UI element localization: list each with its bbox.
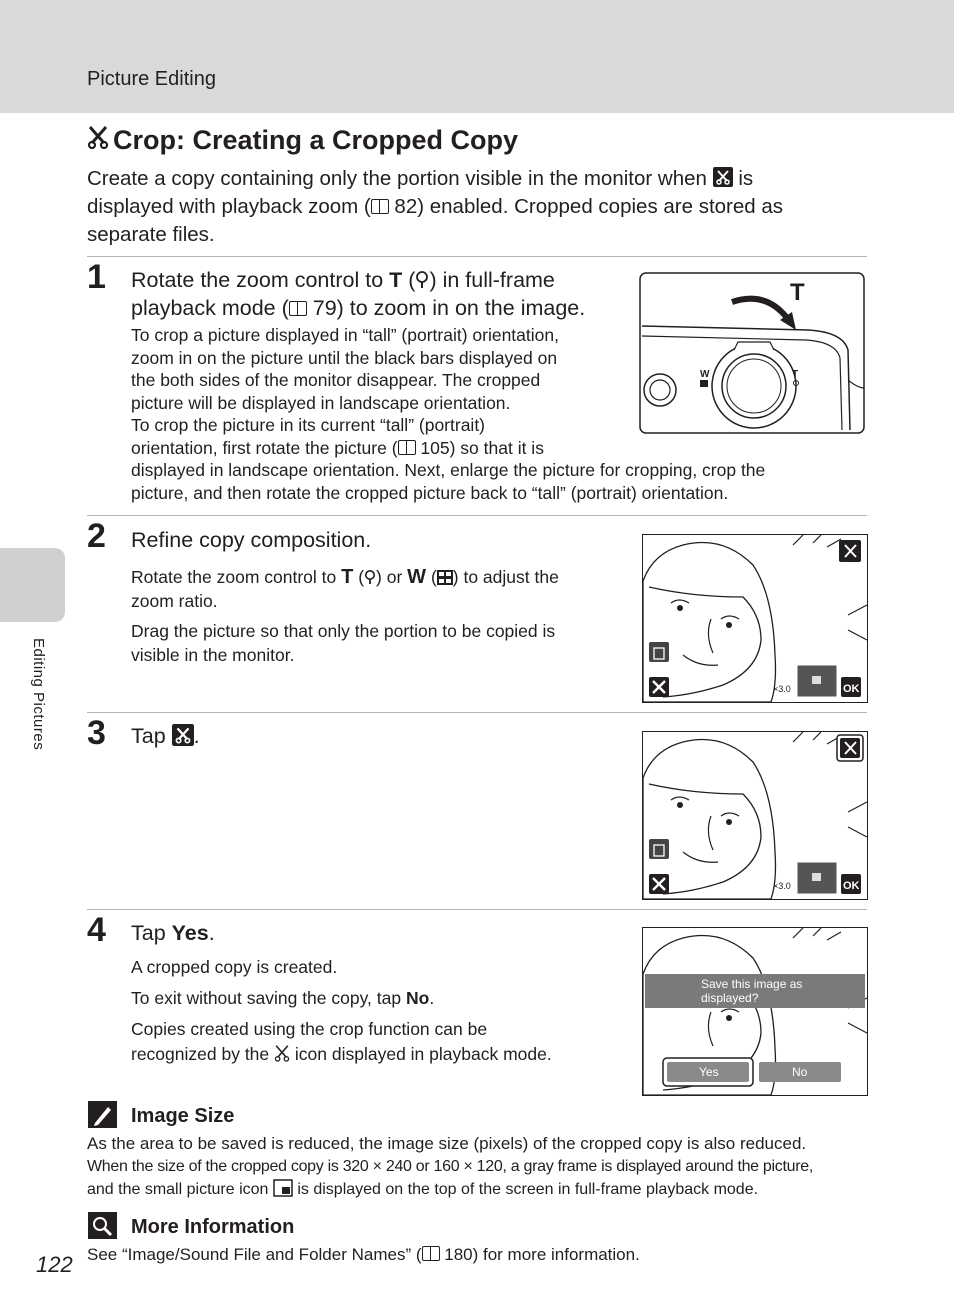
intro-line2-end: 82) enabled. Cropped copies are stored as: [394, 195, 784, 218]
divider: [87, 909, 867, 910]
intro-line1-end: is: [738, 167, 754, 190]
tele-symbol: T: [389, 268, 403, 292]
dialog-line2: displayed?: [701, 991, 759, 1005]
step1-line: To crop a picture displayed in “tall” (portrait) orientation,: [131, 325, 559, 345]
step1-heading-e: 79) to zoom in on the image.: [312, 296, 586, 320]
note-image-size-heading: Image Size: [131, 1105, 235, 1127]
divider: [87, 256, 867, 257]
step1-line: picture, and then rotate the cropped picture back to “tall” (portrait) orientation.: [131, 482, 729, 503]
note-line: When the size of the cropped copy is 320 × 240 or 160 × 120, a gray frame is displayed around the picture,: [87, 1158, 813, 1175]
note-line: and the small picture icon: [87, 1181, 269, 1198]
step1-heading-a: Rotate the zoom control to: [131, 268, 384, 292]
note-line: is displayed on the top of the screen in full-frame playback mode.: [297, 1181, 759, 1198]
step1-line: picture will be displayed in landscape orientation.: [131, 392, 511, 413]
note-line: 180) for more information.: [444, 1245, 640, 1264]
camera-screen-step4: [642, 927, 868, 1096]
book-icon: [371, 199, 389, 214]
magnifier-icon: [415, 271, 429, 289]
step4-text: To exit without saving the copy, tap: [131, 988, 402, 1008]
step2-number: 2: [87, 517, 106, 555]
crop-button-icon: [172, 724, 194, 746]
note-image-size-body: [87, 1132, 877, 1201]
paren-open: (: [408, 268, 416, 292]
step4-body: [131, 955, 552, 1067]
step2-body: [131, 565, 559, 667]
scissors-icon: [87, 125, 109, 149]
period: .: [429, 988, 435, 1008]
step2-text: Rotate the zoom control to: [131, 567, 337, 587]
note-more-info-body: [87, 1243, 877, 1266]
step1-heading-c: ) in full-frame: [429, 268, 555, 292]
step4-text: recognized by the: [131, 1044, 270, 1064]
step2-text: ) or: [376, 567, 403, 587]
crop-button-icon: [713, 167, 733, 187]
step1-line: the both sides of the monitor disappear. The cropped: [131, 370, 541, 390]
small-scissors-icon: [274, 1044, 290, 1062]
step3-number: 3: [87, 714, 106, 752]
side-tab: [0, 548, 65, 622]
step2-text: Drag the picture so that only the portion to be copied is: [131, 621, 556, 641]
paren-open: (: [358, 567, 365, 587]
step4-text: A cropped copy is created.: [131, 957, 338, 977]
dialog-line1: Save this image as: [701, 977, 803, 991]
step2-text: ) to adjust the: [452, 567, 559, 587]
step2-text: zoom ratio.: [131, 591, 218, 611]
step1-line: zoom in on the picture until the black bars displayed on: [131, 347, 558, 368]
step4-text: Copies created using the crop function can be: [131, 1019, 488, 1039]
step1-line: To crop the picture in its current “tall” (portrait): [131, 415, 486, 435]
intro-line3: separate files.: [87, 223, 215, 246]
section-header: Picture Editing: [87, 68, 216, 90]
thumbnail-icon: [437, 570, 453, 585]
paren-open: (: [430, 567, 437, 587]
divider: [87, 515, 867, 516]
step1-heading-d: playback mode (: [131, 296, 289, 320]
book-icon: [289, 301, 307, 316]
step4-heading: [131, 919, 215, 947]
period: .: [208, 921, 215, 945]
step4-number: 4: [87, 911, 106, 949]
note-more-info-heading: More Information: [131, 1216, 295, 1238]
page-number: 122: [36, 1252, 73, 1277]
page-title: [87, 125, 518, 156]
camera-screen-step2: [642, 534, 868, 703]
note-line: See “Image/Sound File and Folder Names” (: [87, 1245, 422, 1264]
period: .: [193, 724, 200, 748]
book-icon: [422, 1246, 440, 1261]
step2-text: visible in the monitor.: [131, 645, 295, 665]
cam-tele-label: T: [790, 279, 805, 306]
step1-line-end: 105) so that it is: [420, 437, 544, 458]
note-pencil-icon: [88, 1101, 117, 1128]
intro-line1: Create a copy containing only the portion visible in the monitor when: [87, 167, 707, 190]
cam-wide-label: W: [700, 369, 710, 380]
yes-label: Yes: [171, 921, 209, 945]
intro-paragraph: [87, 165, 847, 249]
zoom-ratio: ×3.0: [773, 881, 791, 891]
step1-line: orientation, first rotate the picture (: [131, 437, 398, 458]
divider: [87, 712, 867, 713]
step1-heading: [131, 266, 585, 322]
wide-symbol: W: [407, 566, 427, 588]
step3-heading-text: Tap: [131, 724, 166, 748]
svg-text:OK: OK: [843, 683, 860, 695]
step4-heading-text: Tap: [131, 921, 166, 945]
zoom-ratio: ×3.0: [773, 684, 791, 694]
step2-heading: Refine copy composition.: [131, 528, 372, 552]
camera-zoom-illustration: [638, 270, 866, 436]
no-label: No: [405, 988, 430, 1008]
title-text: Crop: Creating a Cropped Copy: [113, 125, 519, 155]
tele-symbol: T: [341, 566, 354, 588]
step3-heading: [131, 722, 200, 750]
step4-text: icon displayed in playback mode.: [294, 1044, 552, 1064]
no-button-label[interactable]: No: [792, 1065, 808, 1079]
cam-t-label: T: [792, 369, 799, 380]
note-info-icon: [88, 1212, 117, 1239]
book-icon: [398, 440, 416, 455]
header-band: [0, 0, 954, 113]
step1-number: 1: [87, 258, 106, 296]
small-picture-icon: [273, 1179, 293, 1197]
camera-screen-step3: [642, 731, 868, 900]
svg-text:OK: OK: [843, 880, 860, 892]
step1-line: displayed in landscape orientation. Next, enlarge the picture for cropping, crop the: [131, 460, 766, 480]
note-line: As the area to be saved is reduced, the image size (pixels) of the cropped copy is also reduced.: [87, 1134, 807, 1153]
side-label: Editing Pictures: [30, 638, 47, 751]
intro-line2: displayed with playback zoom (: [87, 195, 371, 218]
magnifier-icon: [364, 570, 376, 585]
thumbnail-icon: [700, 380, 708, 387]
yes-button-label[interactable]: Yes: [699, 1065, 719, 1079]
